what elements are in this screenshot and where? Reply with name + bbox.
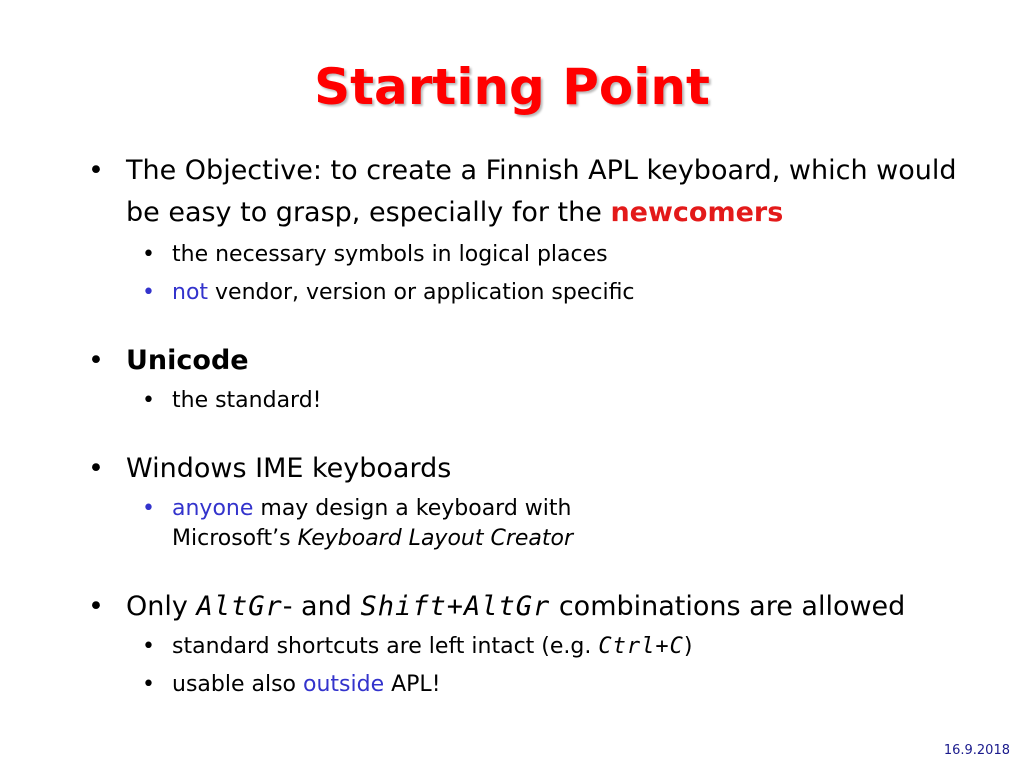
outside-highlight: outside <box>303 672 385 697</box>
bullet-dot: • <box>88 591 104 622</box>
bullet-unicode <box>88 340 998 382</box>
sub-bullet-text: may design a keyboard with <box>253 496 572 521</box>
sub-bullet-vendor <box>142 278 998 308</box>
footer-date: 16.9.2018 <box>943 743 1010 758</box>
bullet-list <box>88 150 998 700</box>
shift-altgr-italic: Shift+AltGr <box>360 591 551 622</box>
sub-bullet-outside <box>142 670 998 700</box>
sub-bullet-text: the standard! <box>172 388 322 413</box>
sub-bullet-text: vendor, version or application specific <box>208 280 635 305</box>
altgr-pre: Only <box>126 591 197 622</box>
altgr-italic: AltGr <box>196 591 283 622</box>
unicode-text: Unicode <box>126 345 249 376</box>
sub-bullet-text: standard shortcuts are left intact (e.g. <box>172 634 599 659</box>
bullet-dot: • <box>142 242 155 267</box>
bullet-dot: • <box>142 496 155 521</box>
windows-ime-text: Windows IME keyboards <box>126 453 452 484</box>
bullet-dot: • <box>88 155 104 186</box>
sub-bullet-anyone <box>142 494 998 554</box>
newcomers-highlight: newcomers <box>610 197 784 228</box>
altgr-post: combinations are allowed <box>550 591 906 622</box>
bullet-dot: • <box>142 634 155 659</box>
altgr-mid: - and <box>282 591 361 622</box>
bullet-dot: • <box>88 453 104 484</box>
sub-bullet-text-post: ) <box>683 634 693 659</box>
bullet-windows-ime <box>88 448 998 490</box>
ctrl-c-italic: Ctrl+C <box>598 634 684 659</box>
sub-bullet-text-line2: Microsoft’s <box>172 526 298 551</box>
klc-italic: Keyboard Layout Creator <box>297 526 574 551</box>
sub-bullet-text-post: APL! <box>384 672 441 697</box>
slide-title: Starting Point <box>314 58 710 116</box>
sub-bullet-text: the necessary symbols in logical places <box>172 242 608 267</box>
bullet-dot: • <box>142 388 155 413</box>
bullet-dot: • <box>142 672 155 697</box>
bullet-objective <box>88 150 998 234</box>
bullet-dot: • <box>88 345 104 376</box>
sub-bullet-symbols <box>142 240 998 270</box>
not-highlight: not <box>172 280 209 305</box>
sub-bullet-shortcuts <box>142 632 998 662</box>
sub-bullet-standard <box>142 386 998 416</box>
sub-bullet-text: usable also <box>172 672 304 697</box>
bullet-altgr <box>88 586 998 628</box>
anyone-highlight: anyone <box>172 496 254 521</box>
bullet-dot: • <box>142 280 155 305</box>
objective-text: The Objective: to create a Finnish APL keyboard, which would be easy to grasp, especially for the <box>126 155 957 228</box>
